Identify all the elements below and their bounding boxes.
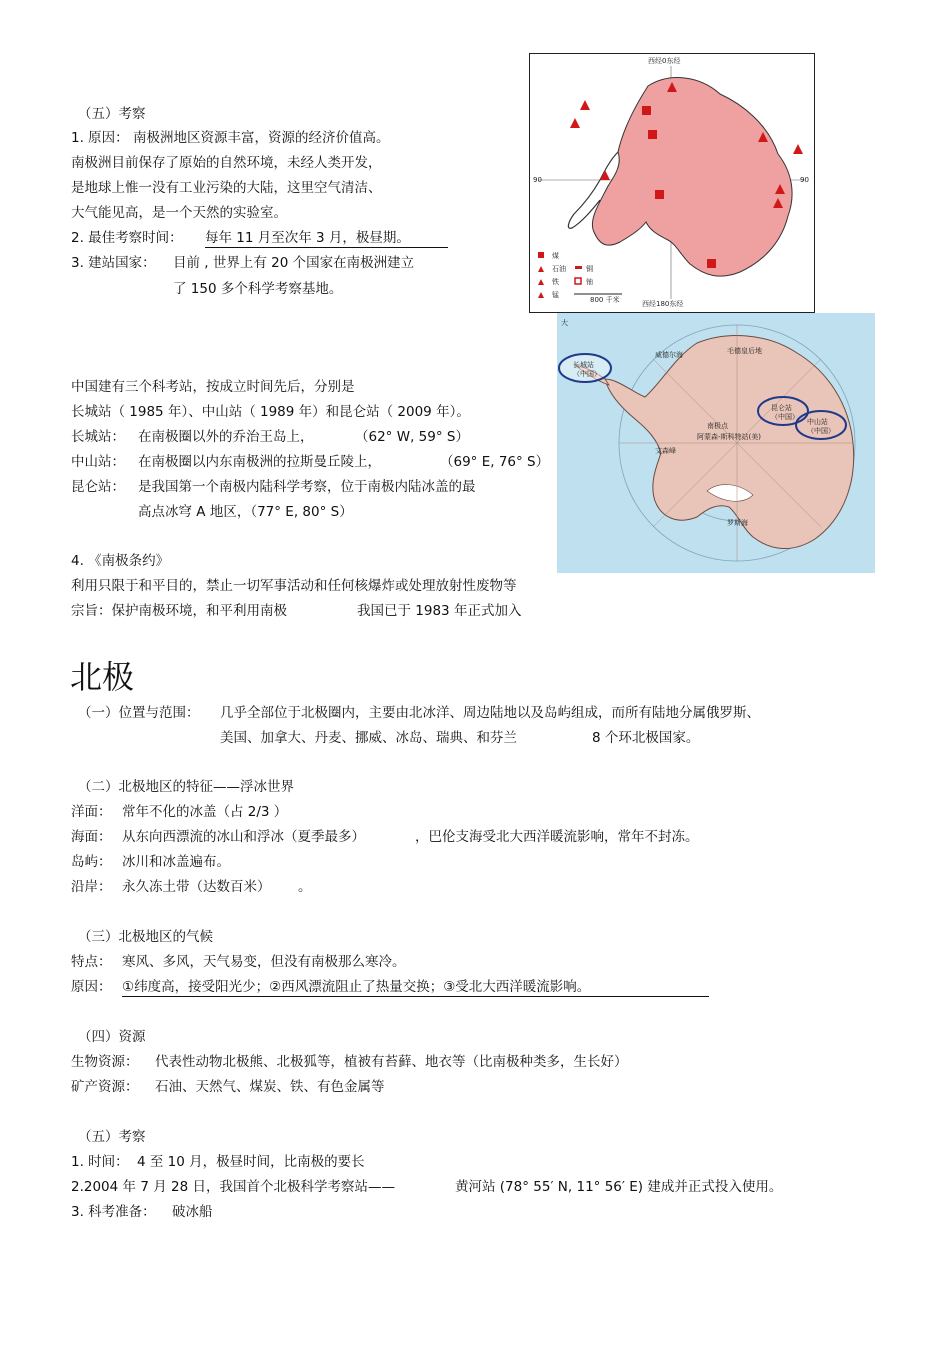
legend-coal: 煤 — [552, 252, 559, 260]
marker-coal — [655, 190, 664, 199]
great-wall-station-label: 长城站 — [573, 361, 594, 369]
antarctic-reason-line: 1. 原因： 南极洲地区资源丰富，资源的经济价值高。 — [71, 130, 390, 146]
kunlun-desc: 是我国第一个南极内陆科学考察，位于南极内陆冰盖的最 — [138, 479, 476, 495]
top-longitude-label: 西经0东经 — [648, 57, 681, 65]
climate-reason-value: ①纬度高，接受阳光少；②西风漂流阻止了热量交换；③受北大西洋暖流影响。 — [122, 978, 709, 997]
treaty-purpose: 利用只限于和平目的，禁止一切军事活动和任何核爆炸或处理放射性废物等 — [71, 578, 517, 594]
bio-resources-value: 代表性动物北极熊、北极狐等，植被有苔藓、地衣等（比南极种类多，生长好） — [155, 1054, 628, 1070]
yellow-river-station-detail: 黄河站 (78° 55′ N, 11° 56′ E) 建成并正式投入使用。 — [455, 1179, 783, 1195]
queen-maud-land-label: 毛德皇后地 — [727, 347, 762, 355]
right-longitude-tick: 90 — [800, 176, 809, 184]
south-pole-label: 南极点 — [707, 422, 728, 430]
legend-manganese: 锰 — [552, 291, 559, 299]
expedition-time-value: 4 至 10 月，极昼时间，比南极的要长 — [137, 1154, 365, 1170]
antarctic-stations-map — [557, 313, 875, 573]
features-heading: （二）北极地区的特征——浮冰世界 — [78, 779, 294, 795]
ocean-surface-label: 洋面： — [71, 804, 112, 820]
vinson-massif-label: 文森峰 — [655, 447, 676, 455]
zhongshan-desc: 在南极圈以内东南极洲的拉斯曼丘陵上， — [138, 454, 381, 470]
zhongshan-station-label: 中山站 — [807, 418, 828, 426]
location-text: 几乎全部位于北极圈内，主要由北冰洋、周边陆地以及岛屿组成，而所有陆地分属俄罗斯、 — [220, 705, 760, 721]
marker-coal — [707, 259, 716, 268]
stations-map-svg — [557, 313, 875, 573]
mineral-resources-value: 石油、天然气、煤炭、铁、有色金属等 — [155, 1079, 385, 1095]
sea-surface-value: 从东向西漂流的冰山和浮冰（夏季最多） — [122, 829, 365, 845]
antarctic-resource-map — [529, 53, 815, 313]
kunlun-desc: 高点冰穹 A 地区，（77° E, 80° S） — [138, 504, 353, 520]
location-countries: 美国、加拿大、丹麦、挪威、冰岛、瑞典、和芬兰 — [220, 730, 517, 746]
treaty-china-joined: 我国已于 1983 年正式加入 — [357, 603, 522, 619]
legend-coal-symbol — [538, 252, 544, 258]
resources-heading: （四）资源 — [78, 1029, 146, 1045]
great-wall-coord: （62° W, 59° S） — [355, 429, 469, 445]
station-countries-value: 了 150 多个科学考察基地。 — [173, 281, 343, 297]
legend-copper: 铜 — [586, 265, 593, 273]
legend-copper-symbol — [575, 266, 582, 269]
antarctic-expedition-heading: （五）考察 — [78, 106, 146, 122]
legend-uranium: 铀 — [586, 278, 593, 286]
weddell-sea-label: 威德尔海 — [655, 351, 683, 359]
coast-value-end: 。 — [298, 879, 312, 895]
marker-coal — [642, 106, 651, 115]
marker-oil — [580, 100, 590, 110]
antarctic-text-line: 南极洲目前保存了原始的自然环境，未经人类开发， — [71, 155, 382, 171]
islands-value: 冰川和冰盖遍布。 — [122, 854, 230, 870]
climate-heading: （三）北极地区的气候 — [78, 929, 213, 945]
marker-oil — [570, 118, 580, 128]
mineral-resources-label: 矿产资源： — [71, 1079, 139, 1095]
great-wall-desc: 在南极圈以外的乔治王岛上， — [138, 429, 314, 445]
legend-oil-symbol — [538, 266, 544, 272]
islands-label: 岛屿： — [71, 854, 112, 870]
arctic-expedition-heading: （五）考察 — [78, 1129, 146, 1145]
left-longitude-tick: 90 — [533, 176, 542, 184]
antarctica-landmass — [592, 78, 792, 277]
ross-sea-label: 罗斯海 — [727, 519, 748, 527]
antarctic-text-line: 是地球上惟一没有工业污染的大陆，这里空气清洁、 — [71, 180, 382, 196]
bio-resources-label: 生物资源： — [71, 1054, 139, 1070]
treaty-aim: 宗旨：保护南极环境，和平利用南极 — [71, 603, 287, 619]
kunlun-station-sub: （中国） — [771, 413, 799, 421]
marker-coal — [648, 130, 657, 139]
expedition-time-label: 1. 时间： — [71, 1154, 129, 1170]
resource-map-svg — [530, 54, 813, 311]
treaty-heading: 4. 《南极条约》 — [71, 553, 170, 569]
coast-label: 沿岸： — [71, 879, 112, 895]
station-countries-value: 目前 , 世界上有 20 个国家在南极洲建立 — [173, 255, 415, 271]
china-stations-intro: 中国建有三个科考站，按成立时间先后，分别是 — [71, 379, 355, 395]
zhongshan-station-sub: （中国） — [807, 427, 835, 435]
arctic-title: 北极 — [70, 658, 135, 696]
marker-iron — [600, 170, 610, 180]
sea-surface-label: 海面： — [71, 829, 112, 845]
location-heading: （一）位置与范围： — [78, 705, 200, 721]
china-stations-list: 长城站（ 1985 年）、中山站（ 1989 年）和昆仑站（ 2009 年）。 — [71, 404, 470, 420]
coast-value: 永久冻土带（达数百米） — [122, 879, 271, 895]
great-wall-station-sub: （中国） — [573, 370, 601, 378]
climate-reason-label: 原因： — [71, 979, 112, 995]
ocean-surface-value: 常年不化的冰盖（占 2/3 ） — [122, 804, 288, 820]
station-countries-label: 3. 建站国家： — [71, 255, 156, 271]
location-count: 8 个环北极国家。 — [592, 730, 700, 746]
antarctic-text-line: 大气能见高，是一个天然的实验室。 — [71, 205, 287, 221]
climate-feature-value: 寒风、多风，天气易变，但没有南极那么寒冷。 — [122, 954, 406, 970]
yellow-river-station-intro: 2.2004 年 7 月 28 日，我国首个北极科学考察站—— — [71, 1179, 395, 1195]
legend-manganese-symbol — [538, 292, 544, 298]
legend-iron-symbol — [538, 279, 544, 285]
kunlun-station-label: 昆仑站 — [771, 404, 792, 412]
bottom-longitude-label: 西经180东经 — [642, 300, 684, 308]
preparation-label: 3. 科考准备： — [71, 1204, 156, 1220]
legend-uranium-symbol — [575, 278, 581, 284]
legend-iron: 铁 — [552, 278, 559, 286]
preparation-value: 破冰船 — [172, 1204, 213, 1220]
kunlun-label: 昆仑站： — [71, 479, 125, 495]
legend-oil: 石油 — [552, 265, 566, 273]
best-time-label: 2. 最佳考察时间： — [71, 230, 183, 246]
sea-surface-value-cont: ，巴伦支海受北大西洋暖流影响，常年不封冻。 — [415, 829, 699, 845]
scale-label: 800 千米 — [590, 296, 620, 304]
zhongshan-label: 中山站： — [71, 454, 125, 470]
marker-oil — [793, 144, 803, 154]
ocean-label: 大 — [561, 319, 568, 327]
zhongshan-coord: （69° E, 76° S） — [440, 454, 550, 470]
climate-feature-label: 特点： — [71, 954, 112, 970]
amundsen-scott-label: 阿蒙森-斯科特站(美) — [697, 433, 761, 441]
great-wall-label: 长城站： — [71, 429, 125, 445]
best-time-value: 每年 11 月至次年 3 月，极昼期。 — [205, 229, 448, 248]
